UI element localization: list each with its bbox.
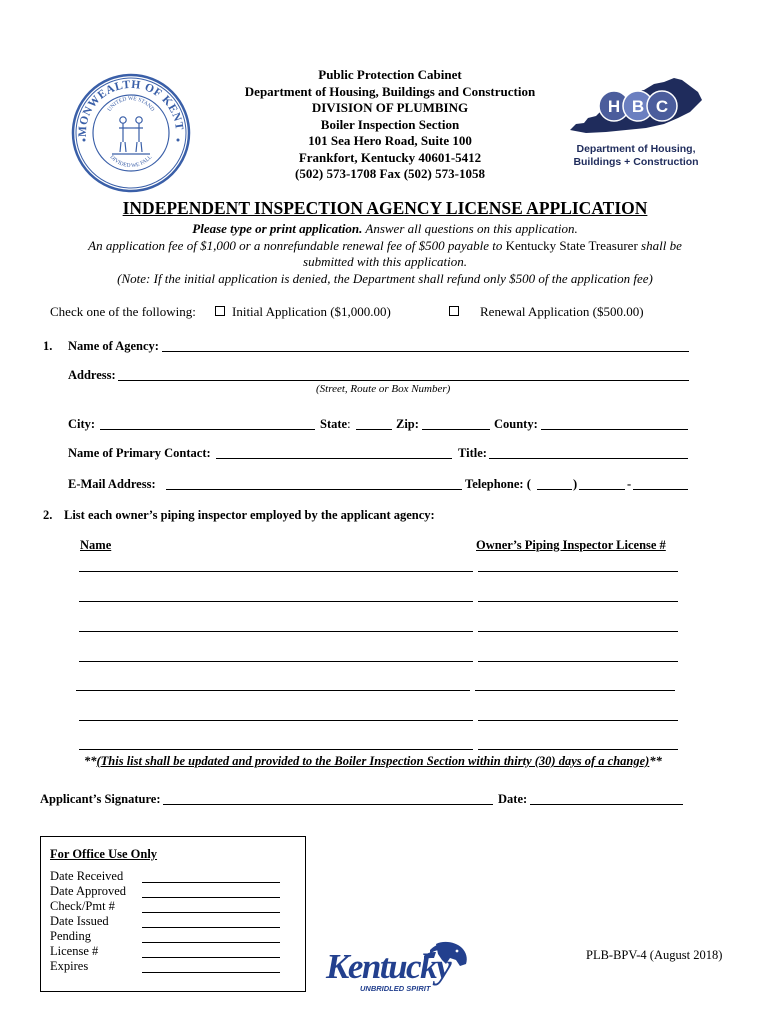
office-row-field[interactable]	[142, 912, 280, 913]
signature-label: Applicant’s Signature:	[40, 792, 161, 806]
county-field[interactable]	[541, 416, 688, 430]
zip-label: Zip:	[396, 417, 419, 431]
primary-contact-field[interactable]	[216, 445, 452, 459]
inspector-license-field[interactable]	[478, 749, 678, 750]
section-1-number: 1.	[43, 339, 53, 353]
inspector-license-field[interactable]	[478, 631, 678, 632]
form-title: INDEPENDENT INSPECTION AGENCY LICENSE APPLICATION	[122, 198, 648, 218]
address-label: Address:	[68, 368, 116, 382]
city-label: City:	[68, 417, 96, 431]
unbridled-spirit-tagline: UNBRIDLED SPIRIT	[360, 984, 431, 993]
hbc-letter-c: C	[655, 97, 669, 116]
fee-text-c: shall be	[637, 237, 682, 253]
office-row-field[interactable]	[142, 897, 280, 898]
renewal-application-label: Renewal Application ($500.00)	[480, 304, 644, 319]
section-2-label: List each owner’s piping inspector employed by the applicant agency:	[64, 508, 435, 522]
agency-name-label: Name of Agency:	[68, 339, 159, 353]
agency-name-field[interactable]	[162, 338, 689, 352]
email-label: E-Mail Address:	[68, 477, 156, 491]
hbc-letter-h: H	[607, 97, 621, 116]
office-row-field[interactable]	[142, 882, 280, 883]
agency-header	[200, 67, 580, 183]
seal-inner-bottom-text: DIVIDED WE FALL	[108, 154, 154, 170]
city-field[interactable]	[100, 416, 315, 430]
hbc-logo	[566, 74, 706, 170]
header-department: Department of Housing, Buildings and Construction	[244, 83, 536, 99]
address-field[interactable]	[118, 367, 689, 381]
seal-inner-top-text: UNITED WE STAND	[106, 95, 156, 113]
fee-payee: Kentucky State Treasurer	[505, 237, 638, 253]
telephone-area-code-field[interactable]	[537, 476, 572, 490]
inspector-license-field[interactable]	[478, 661, 678, 662]
title-field[interactable]	[489, 445, 688, 459]
inspector-name-field[interactable]	[76, 690, 470, 691]
instructions-bold: Please type or print application.	[192, 221, 363, 236]
office-row-field[interactable]	[142, 927, 280, 928]
update-note-text: (This list shall be updated and provided to the Boiler Inspection Section within thirty (30) days of a change)	[96, 754, 650, 768]
telephone-prefix-field[interactable]	[579, 476, 625, 490]
inspector-name-field[interactable]	[79, 720, 473, 721]
kentucky-wordmark: Kentucky	[326, 947, 451, 986]
title-label: Title:	[458, 446, 487, 460]
email-field[interactable]	[166, 476, 462, 490]
signature-date-field[interactable]	[530, 791, 683, 805]
hbc-logo-line2: Buildings + Construction	[573, 155, 699, 168]
office-row-label: Date Received	[50, 869, 124, 883]
primary-contact-label: Name of Primary Contact:	[68, 446, 211, 460]
office-use-heading: For Office Use Only	[50, 847, 158, 861]
telephone-dash: -	[627, 477, 632, 491]
column-header-name: Name	[80, 538, 112, 552]
inspector-name-field[interactable]	[79, 661, 473, 662]
check-one-label: Check one of the following:	[50, 304, 196, 319]
instructions	[40, 221, 730, 287]
renewal-application-checkbox[interactable]	[449, 306, 459, 316]
address-hint: (Street, Route or Box Number)	[316, 383, 451, 395]
inspector-license-field[interactable]	[478, 720, 678, 721]
instructions-rest: Answer all questions on this application.	[362, 221, 578, 236]
fee-text-d: submitted with this application.	[303, 254, 467, 269]
inspector-name-field[interactable]	[79, 631, 473, 632]
telephone-label: Telephone: (	[465, 477, 531, 491]
seal-outer-text: MONWEALTH OF KENT	[76, 78, 186, 138]
office-row-label: License #	[50, 944, 99, 958]
inspector-license-field[interactable]	[478, 571, 678, 572]
header-street: 101 Sea Hero Road, Suite 100	[308, 133, 472, 148]
header-city: Frankfort, Kentucky 40601-5412	[298, 149, 482, 165]
header-section: Boiler Inspection Section	[320, 116, 460, 132]
initial-application-checkbox[interactable]	[215, 306, 225, 316]
kentucky-seal	[68, 70, 194, 196]
office-row-label: Date Approved	[50, 884, 127, 898]
telephone-close-paren: )	[573, 477, 578, 491]
header-cabinet: Public Protection Cabinet	[318, 67, 462, 82]
fee-line	[40, 238, 730, 255]
fee-text-a: An application fee of $1,000 or a nonrefundable renewal fee of $500 payable to	[88, 237, 506, 253]
telephone-line-field[interactable]	[633, 476, 688, 490]
inspector-name-field[interactable]	[79, 571, 473, 572]
office-use-box	[40, 836, 306, 992]
header-phone: (502) 573-1708 Fax (502) 573-1058	[295, 166, 485, 181]
kentucky-unbridled-spirit-logo	[324, 940, 474, 996]
office-row-label: Check/Pmt #	[50, 899, 115, 913]
office-row-field[interactable]	[142, 972, 280, 973]
state-label: State:	[320, 417, 351, 431]
office-row-label: Pending	[50, 929, 91, 943]
inspector-name-field[interactable]	[79, 601, 473, 602]
county-label: County:	[494, 417, 538, 431]
header-division: DIVISION OF PLUMBING	[311, 100, 469, 115]
form-id: PLB-BPV-4 (August 2018)	[586, 948, 723, 962]
svg-text:COMMONWEALTH OF KENTUCKY	[68, 70, 185, 137]
office-row-field[interactable]	[142, 957, 280, 958]
state-field[interactable]	[356, 416, 392, 430]
inspector-license-field[interactable]	[478, 601, 678, 602]
office-row-field[interactable]	[142, 942, 280, 943]
office-row-label: Expires	[50, 959, 89, 973]
update-note: **(This list shall be updated and provided to the Boiler Inspection Section within thirty (30) days of a change)**	[84, 754, 662, 768]
signature-field[interactable]	[163, 791, 493, 805]
office-row-label: Date Issued	[50, 914, 109, 928]
hbc-letter-b: B	[631, 97, 645, 116]
refund-note: (Note: If the initial application is denied, the Department shall refund only $500 of the application fee)	[117, 270, 653, 286]
inspector-name-field[interactable]	[79, 749, 473, 750]
signature-date-label: Date:	[498, 792, 528, 806]
hbc-logo-line1: Department of Housing,	[576, 143, 696, 155]
column-header-license: Owner’s Piping Inspector License #	[476, 538, 666, 552]
initial-application-label: Initial Application ($1,000.00)	[232, 304, 391, 319]
inspector-license-field[interactable]	[475, 690, 675, 691]
instructions-line1	[40, 221, 730, 238]
kentucky-state-shape-icon	[566, 74, 706, 136]
zip-field[interactable]	[422, 416, 490, 430]
section-2-number: 2.	[43, 508, 53, 522]
